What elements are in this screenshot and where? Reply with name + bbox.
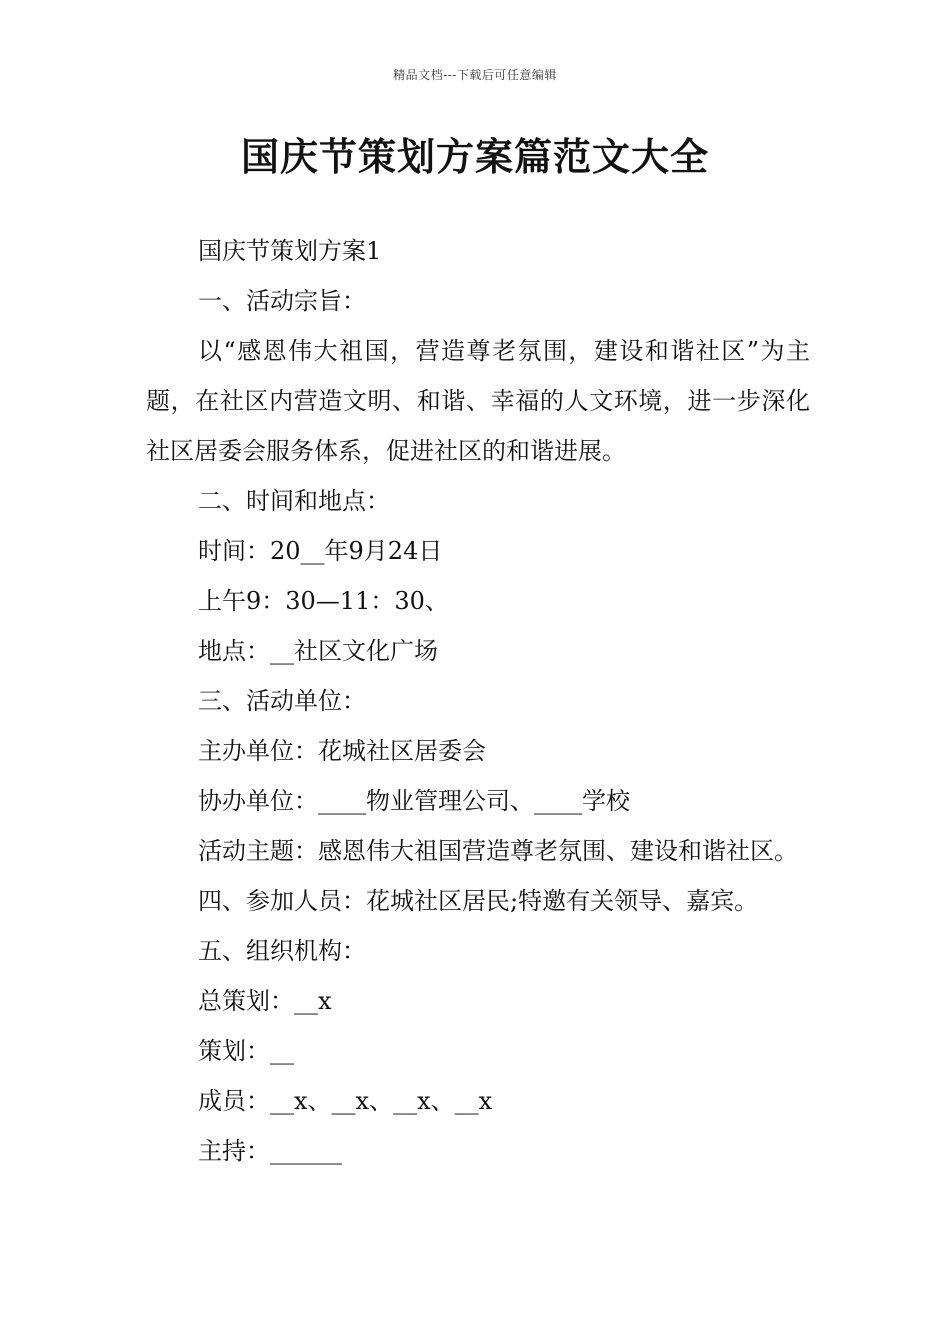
paragraph-host: 主办单位：花城社区居委会 (198, 737, 486, 765)
section-heading-organizers: 三、活动单位： (198, 687, 366, 715)
paragraph-time: 上午9：30—11：30、 (198, 587, 449, 615)
paragraph-co-host: 协办单位：____物业管理公司、____学校 (198, 787, 630, 815)
document-body (146, 226, 810, 1176)
paragraph-participants: 四、参加人员：花城社区居民;特邀有关领导、嘉宾。 (198, 887, 759, 915)
paragraph-theme: 活动主题：感恩伟大祖国营造尊老氛围、建设和谐社区。 (198, 837, 798, 865)
section-heading-organization: 五、组织机构： (198, 937, 366, 965)
paragraph-planner: 策划：__ (198, 1037, 294, 1065)
paragraph-host-mc: 主持：______ (198, 1137, 342, 1165)
paragraph-members: 成员：__x、__x、__x、__x (198, 1087, 493, 1115)
header-note: 精品文档---下载后可任意编辑 (393, 68, 557, 82)
section-heading-time-place: 二、时间和地点： (198, 487, 390, 515)
paragraph-location: 地点：__社区文化广场 (198, 637, 438, 665)
paragraph-purpose: 以“感恩伟大祖国，营造尊老氛围，建设和谐社区”为主题，在社区内营造文明、和谐、幸福的人文环境，进一步深化社区居委会服务体系，促进社区的和谐进展。 (146, 337, 810, 465)
document-title: 国庆节策划方案篇范文大全 (240, 134, 709, 179)
paragraph-date: 时间：20__年9月24日 (198, 537, 443, 565)
paragraph-chief-planner: 总策划：__x (198, 987, 332, 1015)
section-heading-plan-1: 国庆节策划方案1 (198, 237, 382, 265)
section-heading-purpose: 一、活动宗旨： (198, 287, 366, 315)
